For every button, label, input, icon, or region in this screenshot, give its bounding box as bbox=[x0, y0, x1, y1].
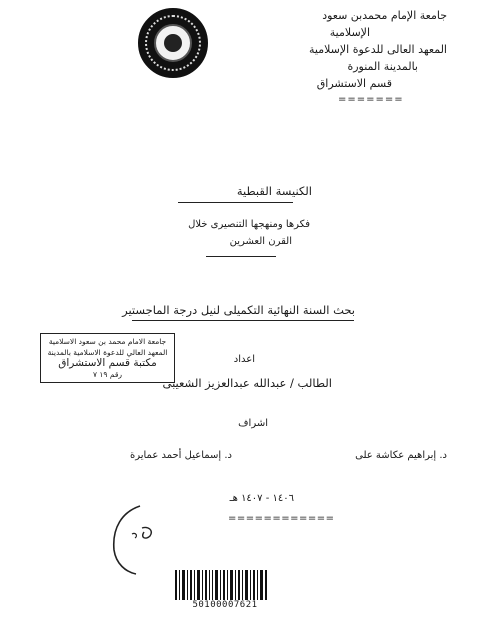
seal-center bbox=[154, 24, 192, 62]
barcode-number: 50100007621 bbox=[192, 600, 258, 610]
header-line-department: قسم الاستشراق bbox=[316, 77, 392, 90]
stamp-line-institute: المعهد العالي للدعوة الاسلامية بالمدينة bbox=[47, 348, 168, 357]
header-line-university: جامعة الإمام محمدبن سعود bbox=[322, 9, 447, 22]
subtitle-underline bbox=[206, 256, 276, 257]
signature-scribble bbox=[102, 498, 172, 578]
date-rule: ============ bbox=[228, 513, 335, 524]
stamp-line-university: جامعة الامام محمد بن سعود الاسلامية bbox=[48, 337, 167, 346]
stamp-line-library: مكتبة قسم الاستشراق bbox=[58, 357, 157, 369]
purpose-underline bbox=[132, 320, 354, 321]
thesis-title: الكنيسة القبطية bbox=[236, 184, 312, 198]
hijri-date: ١٤٠٦ - ١٤٠٧ هـ bbox=[229, 493, 294, 504]
thesis-subtitle-1: فكرها ومنهجها التنصيرى خلال bbox=[188, 219, 310, 230]
student-name: الطالب / عبدالله عبدالعزيز الشعيبى bbox=[162, 376, 332, 390]
seal-core bbox=[164, 34, 182, 52]
header-line-institute: المعهد العالى للدعوة الإسلامية bbox=[309, 43, 447, 56]
barcode-graphic bbox=[174, 570, 269, 600]
library-stamp bbox=[40, 333, 175, 383]
supervision-label: اشراف bbox=[238, 418, 268, 429]
header-line-city: بالمدينة المنورة bbox=[347, 60, 418, 73]
supervisor-1: د. إبراهيم عكاشة على bbox=[355, 450, 447, 461]
thesis-purpose: بحث السنة النهائية التكميلى لنيل درجة الماجستير bbox=[122, 303, 355, 317]
header-rule: ======= bbox=[338, 94, 404, 105]
stamp-line-number: رقم ١٩ ٧ bbox=[92, 370, 123, 379]
preparation-label: اعداد bbox=[233, 354, 255, 365]
title-underline bbox=[178, 202, 293, 203]
header-line-islamic: الإسلامية bbox=[329, 26, 370, 39]
supervisor-2: د. إسماعيل أحمد عمايرة bbox=[129, 450, 232, 461]
thesis-subtitle-2: القرن العشرين bbox=[229, 236, 292, 247]
university-seal bbox=[138, 8, 208, 78]
